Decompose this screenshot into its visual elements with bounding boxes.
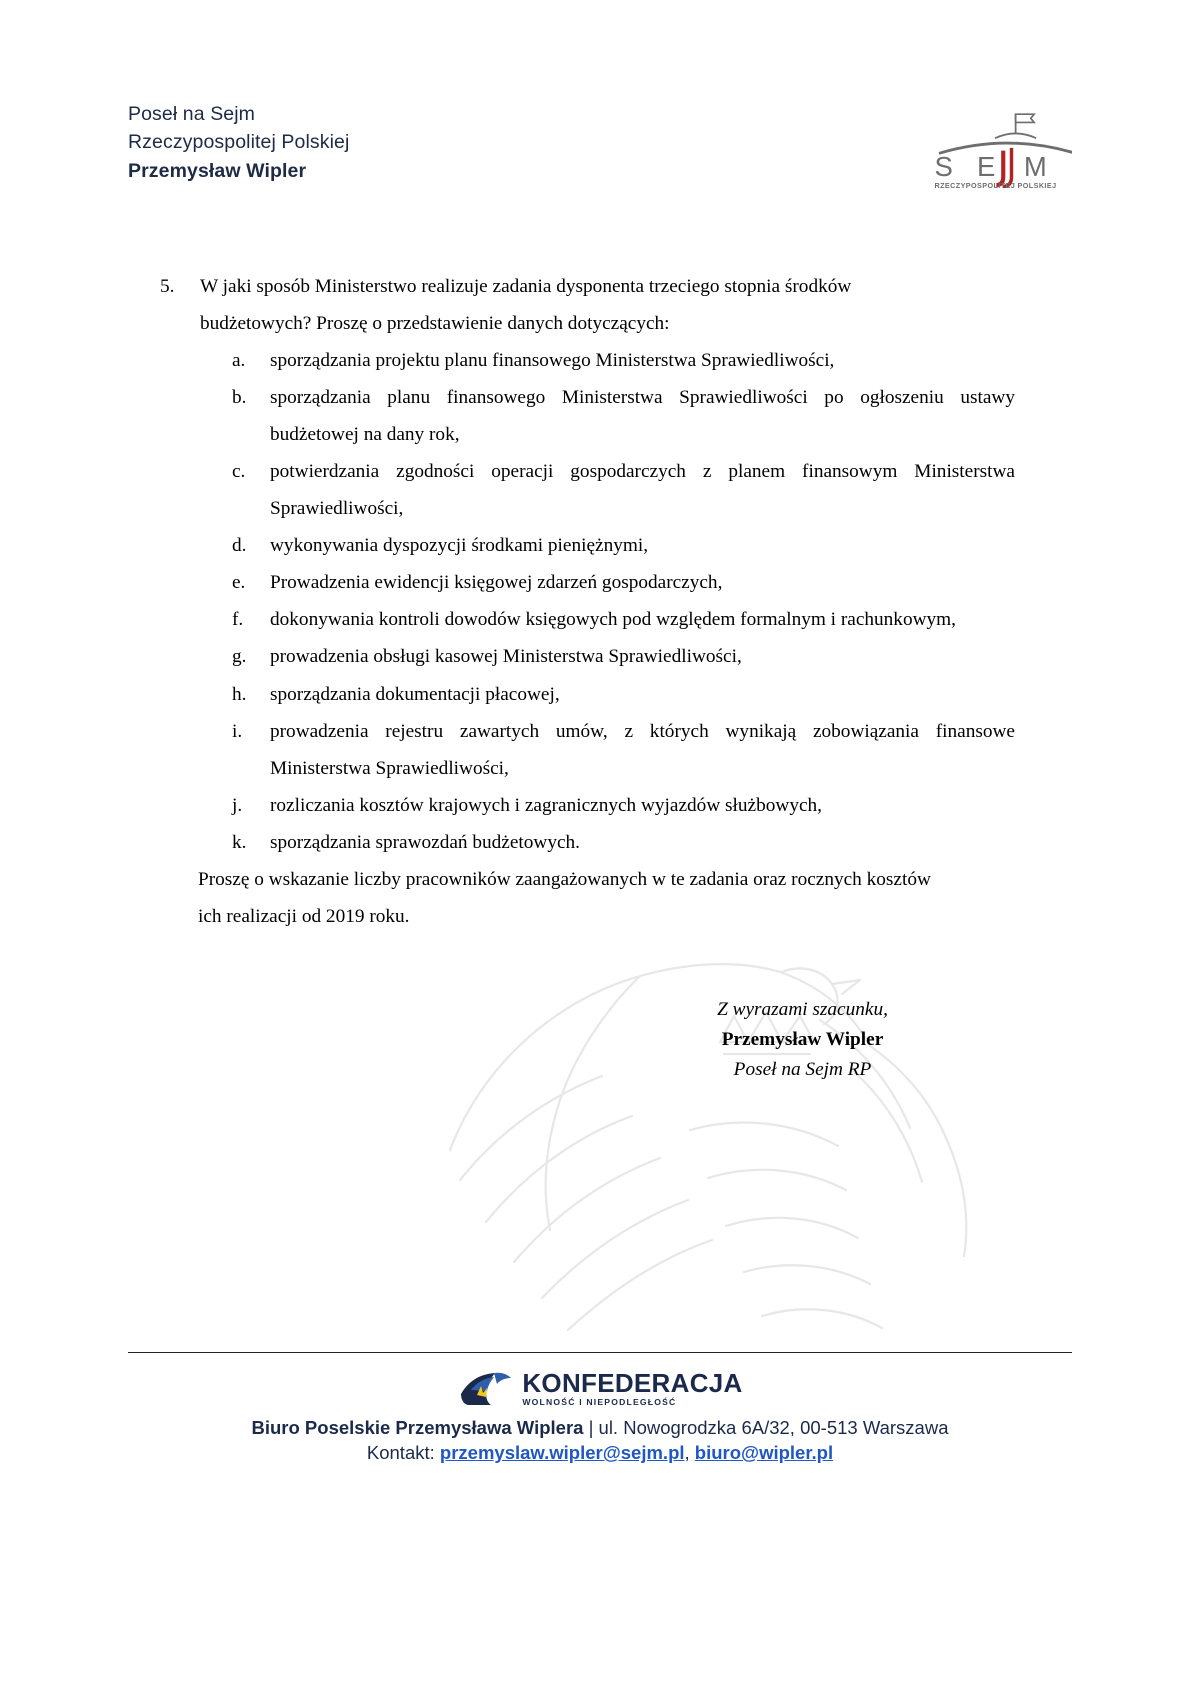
list-item bbox=[232, 601, 1015, 638]
sejm-logo-icon bbox=[907, 108, 1072, 191]
sub-item-text: sporządzania sprawozdań budżetowych. bbox=[270, 831, 580, 853]
footer-divider bbox=[128, 1352, 1072, 1353]
footer-office-line bbox=[0, 1417, 1200, 1439]
footer-email-secondary[interactable]: biuro@wipler.pl bbox=[694, 1442, 834, 1463]
sub-item-marker: c. bbox=[232, 461, 246, 483]
sub-item-text: sporządzania planu finansowego Ministerstwa Sprawiedliwości po ogłoszeniu ustawy budżetowej na dany rok, bbox=[270, 387, 1015, 446]
list-item bbox=[232, 564, 1015, 601]
sub-item-text: prowadzenia rejestru zawartych umów, z których wynikają zobowiązania finansowe Ministerstwa Sprawiedliwości, bbox=[270, 720, 1015, 779]
sub-item-marker: a. bbox=[232, 350, 246, 372]
footer-contact-line bbox=[0, 1442, 1200, 1464]
header-identity-block bbox=[128, 100, 349, 185]
question-text bbox=[200, 268, 1015, 342]
header-line-role: Poseł na Sejm bbox=[128, 103, 256, 125]
sub-item-text: wykonywania dyspozycji środkami pieniężnymi, bbox=[270, 535, 649, 557]
sub-item-text: potwierdzania zgodności operacji gospodarczych z planem finansowym Ministerstwa Sprawiedliwości, bbox=[270, 461, 1015, 520]
sub-item-marker: i. bbox=[232, 720, 243, 742]
list-item bbox=[232, 824, 1015, 861]
sub-item-marker: e. bbox=[232, 572, 246, 594]
document-header bbox=[128, 100, 1072, 191]
list-item bbox=[232, 676, 1015, 713]
sejm-logo-subtitle-text: RZECZYPOSPOLITEJ POLSKIEJ bbox=[934, 180, 1057, 190]
document-body bbox=[160, 268, 1015, 935]
footer-office-name: Biuro Poselskie Przemysława Wiplera bbox=[251, 1417, 584, 1438]
list-item bbox=[232, 379, 1015, 453]
list-item bbox=[232, 713, 1015, 787]
sub-item-text: sporządzania dokumentacji płacowej, bbox=[270, 683, 560, 705]
signature-title: Poseł na Sejm RP bbox=[733, 1058, 872, 1080]
svg-text:M: M bbox=[1023, 151, 1047, 183]
header-line-name: Przemysław Wipler bbox=[128, 159, 307, 182]
sub-item-text: rozliczania kosztów krajowych i zagranicznych wyjazdów służbowych, bbox=[270, 794, 822, 816]
list-item bbox=[232, 342, 1015, 379]
sub-item-marker: d. bbox=[232, 535, 247, 557]
question-item-5 bbox=[160, 268, 1015, 342]
question-number: 5. bbox=[160, 276, 175, 297]
footer-separator: | bbox=[588, 1417, 594, 1438]
footer-email-primary[interactable]: przemyslaw.wipler@sejm.pl bbox=[439, 1442, 685, 1463]
signature-salutation: Z wyrazami szacunku, bbox=[717, 999, 888, 1020]
question-line-2: budżetowych? Proszę o przedstawienie danych dotyczących: bbox=[200, 313, 670, 335]
sub-item-marker: j. bbox=[232, 794, 243, 816]
header-line-country: Rzeczypospolitej Polskiej bbox=[128, 131, 350, 154]
signature-block bbox=[0, 995, 1015, 1085]
sub-item-marker: h. bbox=[232, 683, 247, 705]
sub-items-list bbox=[160, 342, 1015, 861]
konfederacja-mark-icon bbox=[457, 1368, 513, 1408]
konfederacja-subtitle: WOLNOŚĆ I NIEPODLEGŁOŚĆ bbox=[522, 1396, 677, 1407]
signature-name: Przemysław Wipler bbox=[721, 1028, 884, 1050]
konfederacja-wordmark bbox=[522, 1367, 743, 1407]
konfederacja-logo bbox=[0, 1368, 1200, 1408]
footer-contact-label: Kontakt: bbox=[366, 1442, 435, 1463]
svg-text:S E: S E bbox=[934, 151, 1004, 183]
konfederacja-title: KONFEDERACJA bbox=[522, 1367, 743, 1398]
closing-line-1: Proszę o wskazanie liczby pracowników zaangażowanych w te zadania oraz rocznych kosztów bbox=[198, 868, 931, 890]
list-item bbox=[232, 453, 1015, 527]
sub-item-text: sporządzania projektu planu finansowego Ministerstwa Sprawiedliwości, bbox=[270, 350, 835, 372]
sejm-logo bbox=[907, 108, 1072, 191]
sub-item-text: Prowadzenia ewidencji księgowej zdarzeń gospodarczych, bbox=[270, 572, 723, 594]
sub-item-marker: b. bbox=[232, 387, 247, 409]
sub-item-marker: g. bbox=[232, 646, 247, 668]
footer-address: ul. Nowogrodzka 6A/32, 00-513 Warszawa bbox=[598, 1417, 949, 1438]
closing-paragraph bbox=[160, 861, 1015, 935]
list-item bbox=[232, 787, 1015, 824]
footer-email-separator: , bbox=[684, 1442, 690, 1463]
question-line-1: W jaki sposób Ministerstwo realizuje zadania dysponenta trzeciego stopnia środków bbox=[200, 276, 852, 297]
closing-line-2: ich realizacji od 2019 roku. bbox=[198, 905, 410, 927]
sub-item-marker: k. bbox=[232, 831, 247, 853]
list-item bbox=[232, 638, 1015, 675]
sub-item-marker: f. bbox=[232, 609, 244, 631]
sub-item-text: prowadzenia obsługi kasowej Ministerstwa Sprawiedliwości, bbox=[270, 646, 742, 668]
sub-item-text: dokonywania kontroli dowodów księgowych pod względem formalnym i rachunkowym, bbox=[270, 609, 956, 631]
document-footer bbox=[0, 1368, 1200, 1464]
list-item bbox=[232, 527, 1015, 564]
